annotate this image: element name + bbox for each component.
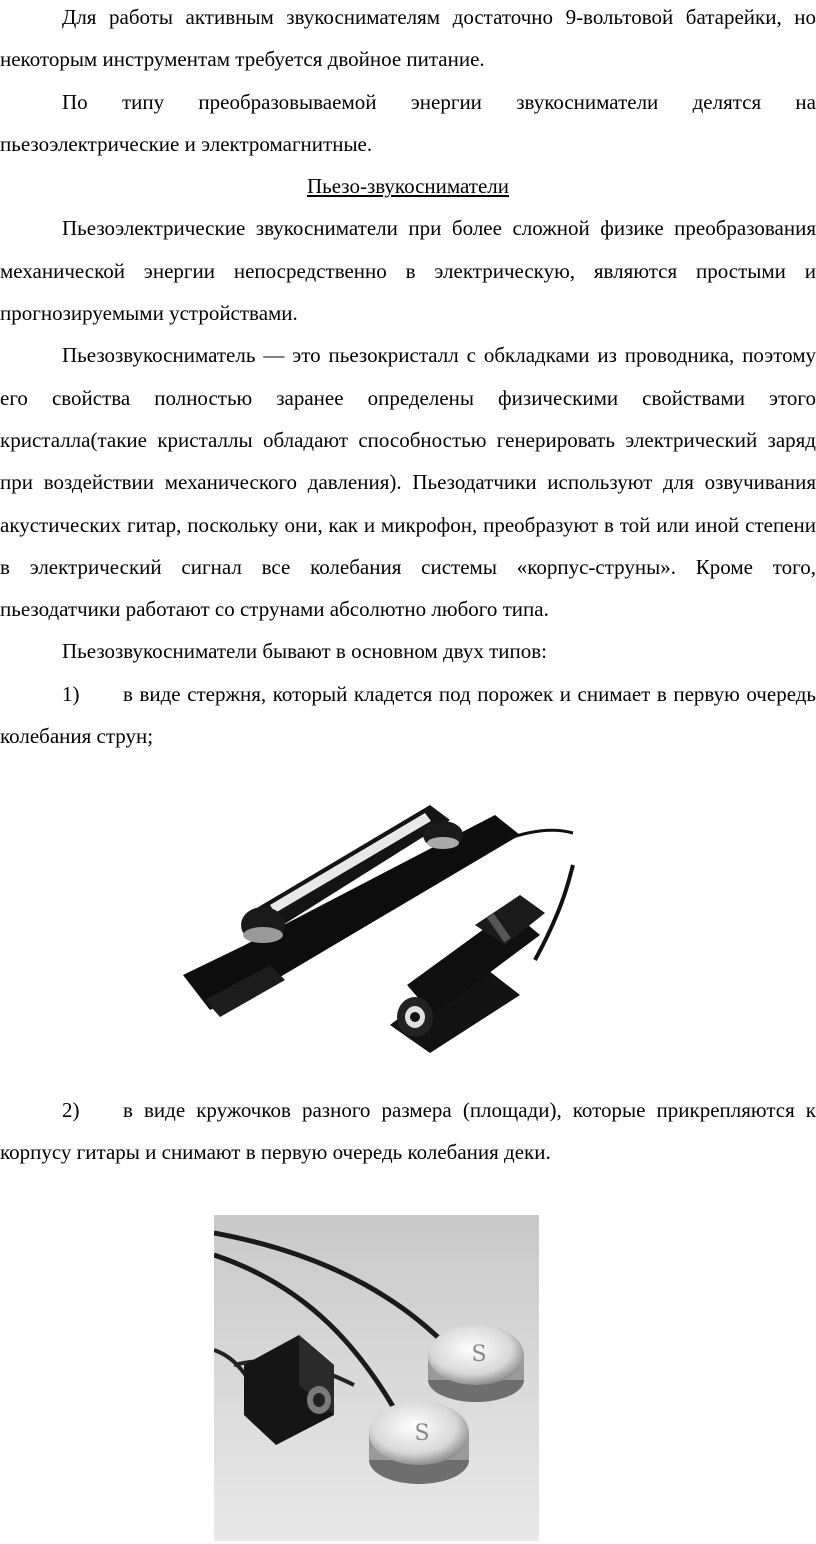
list-item-2 [0,1089,816,1174]
paragraph-energy-types: По типу преобразовываемой энергии звукосниматели делятся на пьезоэлектрические и электромагнитные. [0,89,816,156]
list-item-1 [0,673,816,758]
bar-pickup-image [175,795,575,1060]
paragraph-two-types: Пьезозвукосниматели бывают в основном двух типов: [62,639,547,664]
list-number: 2) [62,1098,80,1122]
text-block-bottom [0,1089,816,1174]
text-block-top [0,0,816,757]
list-item-text: в виде кружочков разного размера (площади), которые прикрепляются к корпусу гитары и снимают в первую очередь колебания деки. [0,1098,816,1165]
paragraph-battery: Для работы активным звукоснимателям достаточно 9-вольтовой батарейки, но некоторым инструментам требуется двойное питание. [0,5,816,72]
section-heading: Пьезо-звукосниматели [306,174,510,199]
svg-text:S: S [471,1342,487,1367]
list-item-text: в виде стержня, который кладется под порожек и снимает в первую очередь колебания струн; [0,681,816,749]
paragraph-piezo-crystal: Пьезозвукосниматель — это пьезокристалл с обкладками из проводника, поэтому его свойства полностью заранее определены физическими свойствами этого кристалла(такие кристаллы обладают способностью генерировать электрический заряд при воздействии механического давления). Пьезодатчики используют для озвучивания акустических гитар, поскольку они, как и микрофон, преобразуют в той или иной степени в электрический сигнал все колебания системы «корпус-струны». Кроме того, пьезодатчики работают со струнами абсолютно любого типа. [0,343,816,622]
disc-pickups-image [214,1215,539,1541]
svg-text:S: S [414,1421,430,1446]
list-number: 1) [62,681,80,706]
paragraph-piezo-intro: Пьезоэлектрические звукосниматели при более сложной физике преобразования механической энергии непосредственно в электрическую, являются простыми и прогнозируемыми устройствами. [0,216,816,326]
